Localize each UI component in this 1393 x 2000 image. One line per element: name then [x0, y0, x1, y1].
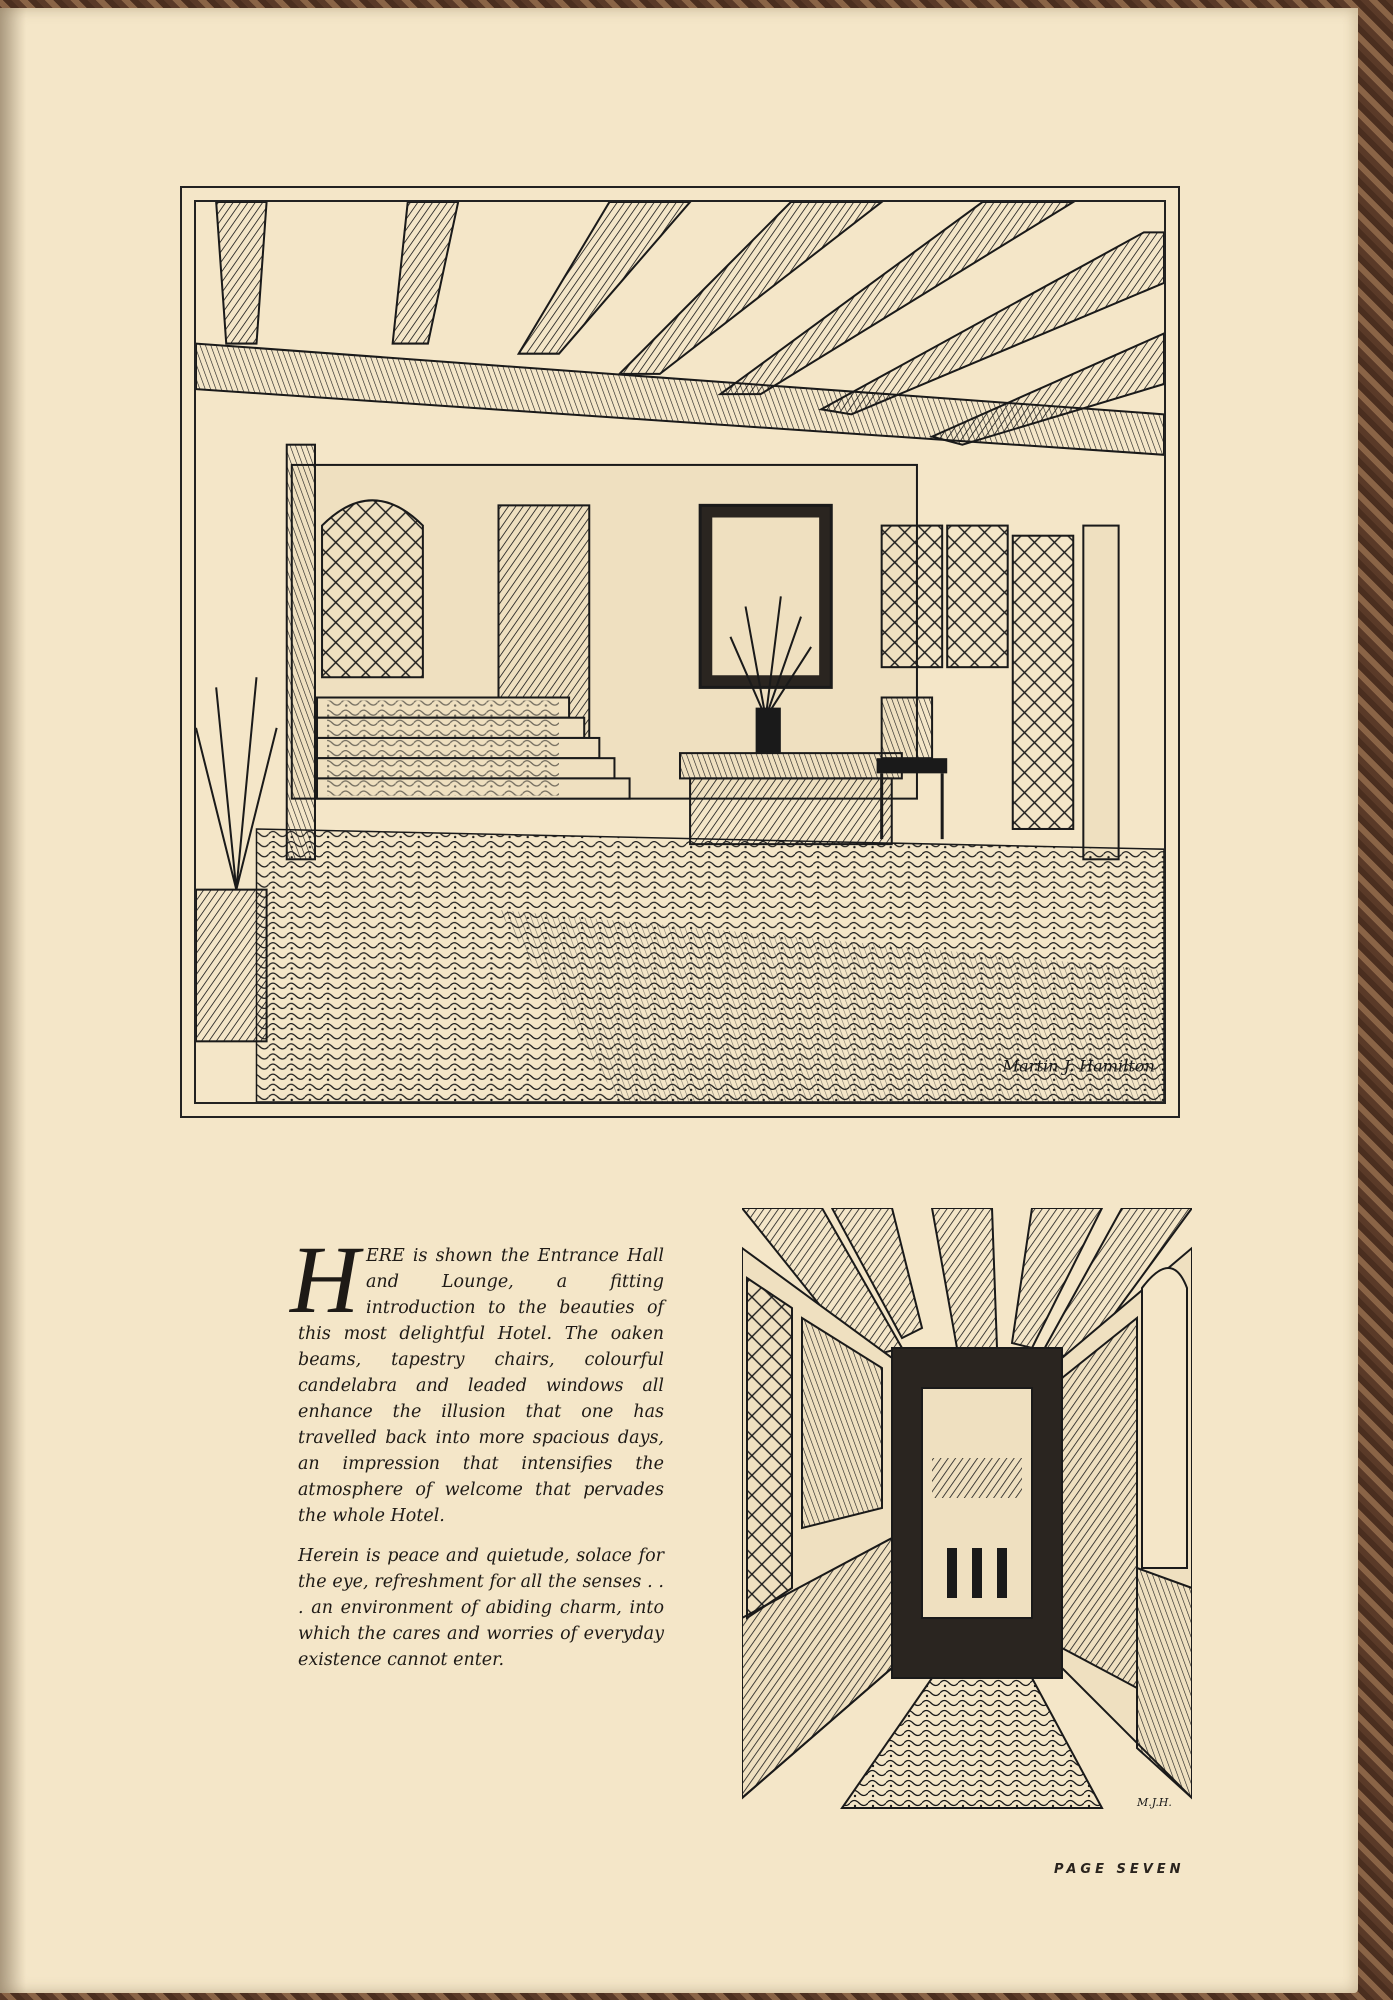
description-text — [290, 1226, 664, 1685]
illustration-frame — [194, 200, 1166, 1104]
paragraph-1-text: ERE is shown the Entrance Hall and Lounge, a fitting introduction to the beauties of this most delightful Hotel. The oaken beams, tapestry chairs, colourful candelabra and leaded windows all enhance the illusion that one has travelled back into more spacious days, an impression that intensifies the atmosphere of welcome that pervades the whole Hotel. — [298, 1246, 664, 1526]
hallway-illustration — [742, 1208, 1192, 1818]
paragraph-2: Herein is peace and quietude, solace for the eye, refreshment for all the senses . . . an environment of abiding charm, into which the cares and worries of everyday existence cannot enter. — [298, 1546, 664, 1670]
drop-cap: H — [290, 1226, 360, 1333]
spine-shadow — [0, 8, 26, 1993]
artist-signature: Martin J. Hamilton — [1002, 1056, 1155, 1076]
page-number: PAGE SEVEN — [1054, 1862, 1185, 1877]
artist-initials: M.J.H. — [1137, 1796, 1172, 1809]
entrance-hall-illustration — [180, 186, 1180, 1118]
entrance-hall-drawing — [196, 202, 1164, 1102]
hallway-drawing — [742, 1208, 1192, 1818]
paragraph-1 — [290, 1226, 664, 1529]
page — [0, 8, 1358, 1993]
